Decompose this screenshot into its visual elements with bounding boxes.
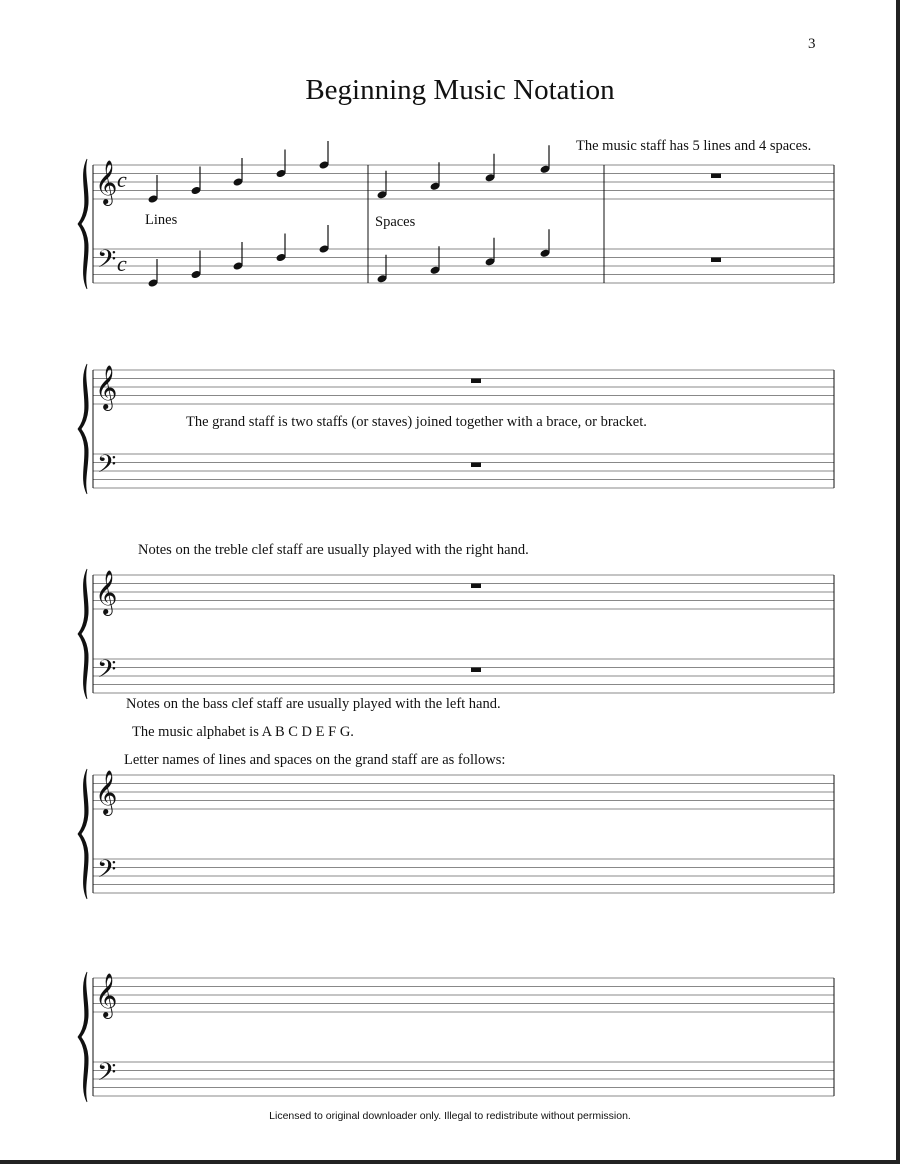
quarter-note [318, 141, 329, 170]
grand-staff-3 [78, 569, 834, 699]
staff-b2 [93, 659, 834, 693]
quarter-note [275, 150, 286, 179]
treble-clef: 𝄞 [95, 975, 118, 1017]
staff-b3 [93, 859, 834, 893]
whole-rest [471, 379, 481, 384]
brace [78, 569, 88, 699]
time-signature: c [117, 251, 127, 276]
quarter-note [190, 167, 201, 196]
time-signature: c [117, 167, 127, 192]
treble-hand-caption: Notes on the treble clef staff are usually played with the right hand. [138, 542, 529, 558]
quarter-note [429, 162, 440, 191]
whole-rest [471, 584, 481, 589]
grand-staff-1 [78, 159, 834, 289]
spaces-label: Spaces [375, 214, 416, 230]
whole-rest [471, 668, 481, 673]
quarter-note [147, 259, 158, 288]
quarter-note [275, 234, 286, 263]
brace [78, 364, 88, 494]
quarter-note [232, 242, 243, 271]
brace [78, 769, 88, 899]
grand-staff-4 [78, 769, 834, 899]
bass-clef: 𝄢 [97, 656, 117, 689]
staff-t0 [93, 165, 834, 199]
staff-t4 [93, 978, 834, 1012]
page-edge-bottom [0, 1160, 900, 1164]
music-alphabet-caption: The music alphabet is A B C D E F G. [132, 724, 354, 740]
license-footer: Licensed to original downloader only. Illegal to redistribute without permission. [269, 1110, 631, 1122]
whole-rest [711, 258, 721, 263]
quarter-note [484, 154, 495, 183]
quarter-note [539, 145, 550, 174]
quarter-note [376, 255, 387, 284]
page-title: Beginning Music Notation [305, 74, 615, 106]
page-number: 3 [808, 36, 816, 52]
whole-rest [471, 463, 481, 468]
bass-clef: 𝄢 [97, 246, 117, 279]
brace [78, 159, 88, 289]
bass-hand-caption: Notes on the bass clef staff are usually played with the left hand. [126, 696, 501, 712]
treble-clef: 𝄞 [95, 572, 118, 614]
staff-b1 [93, 454, 834, 488]
grand-staff-caption: The grand staff is two staffs (or staves) joined together with a brace, or bracket. [186, 414, 647, 430]
bass-clef: 𝄢 [97, 1059, 117, 1092]
staff-t3 [93, 775, 834, 809]
letter-names-caption: Letter names of lines and spaces on the grand staff are as follows: [124, 752, 506, 768]
staff-b4 [93, 1062, 834, 1096]
quarter-note [539, 229, 550, 258]
quarter-note [147, 175, 158, 204]
page-edge-right [896, 0, 900, 1164]
quarter-note [484, 238, 495, 267]
quarter-note [318, 225, 329, 254]
staff-t1 [93, 370, 834, 404]
quarter-note [376, 171, 387, 200]
grand-staff-5 [78, 972, 834, 1102]
treble-clef: 𝄞 [95, 772, 118, 814]
whole-rest [711, 174, 721, 179]
treble-clef: 𝄞 [95, 162, 118, 204]
lines-label: Lines [145, 212, 178, 228]
bass-clef: 𝄢 [97, 856, 117, 889]
staff-lines-spaces-caption: The music staff has 5 lines and 4 spaces. [576, 138, 812, 154]
quarter-note [232, 158, 243, 187]
brace [78, 972, 88, 1102]
quarter-note [190, 251, 201, 280]
treble-clef: 𝄞 [95, 367, 118, 409]
quarter-note [429, 246, 440, 275]
staff-t2 [93, 575, 834, 609]
bass-clef: 𝄢 [97, 451, 117, 484]
staff-b0 [93, 249, 834, 283]
